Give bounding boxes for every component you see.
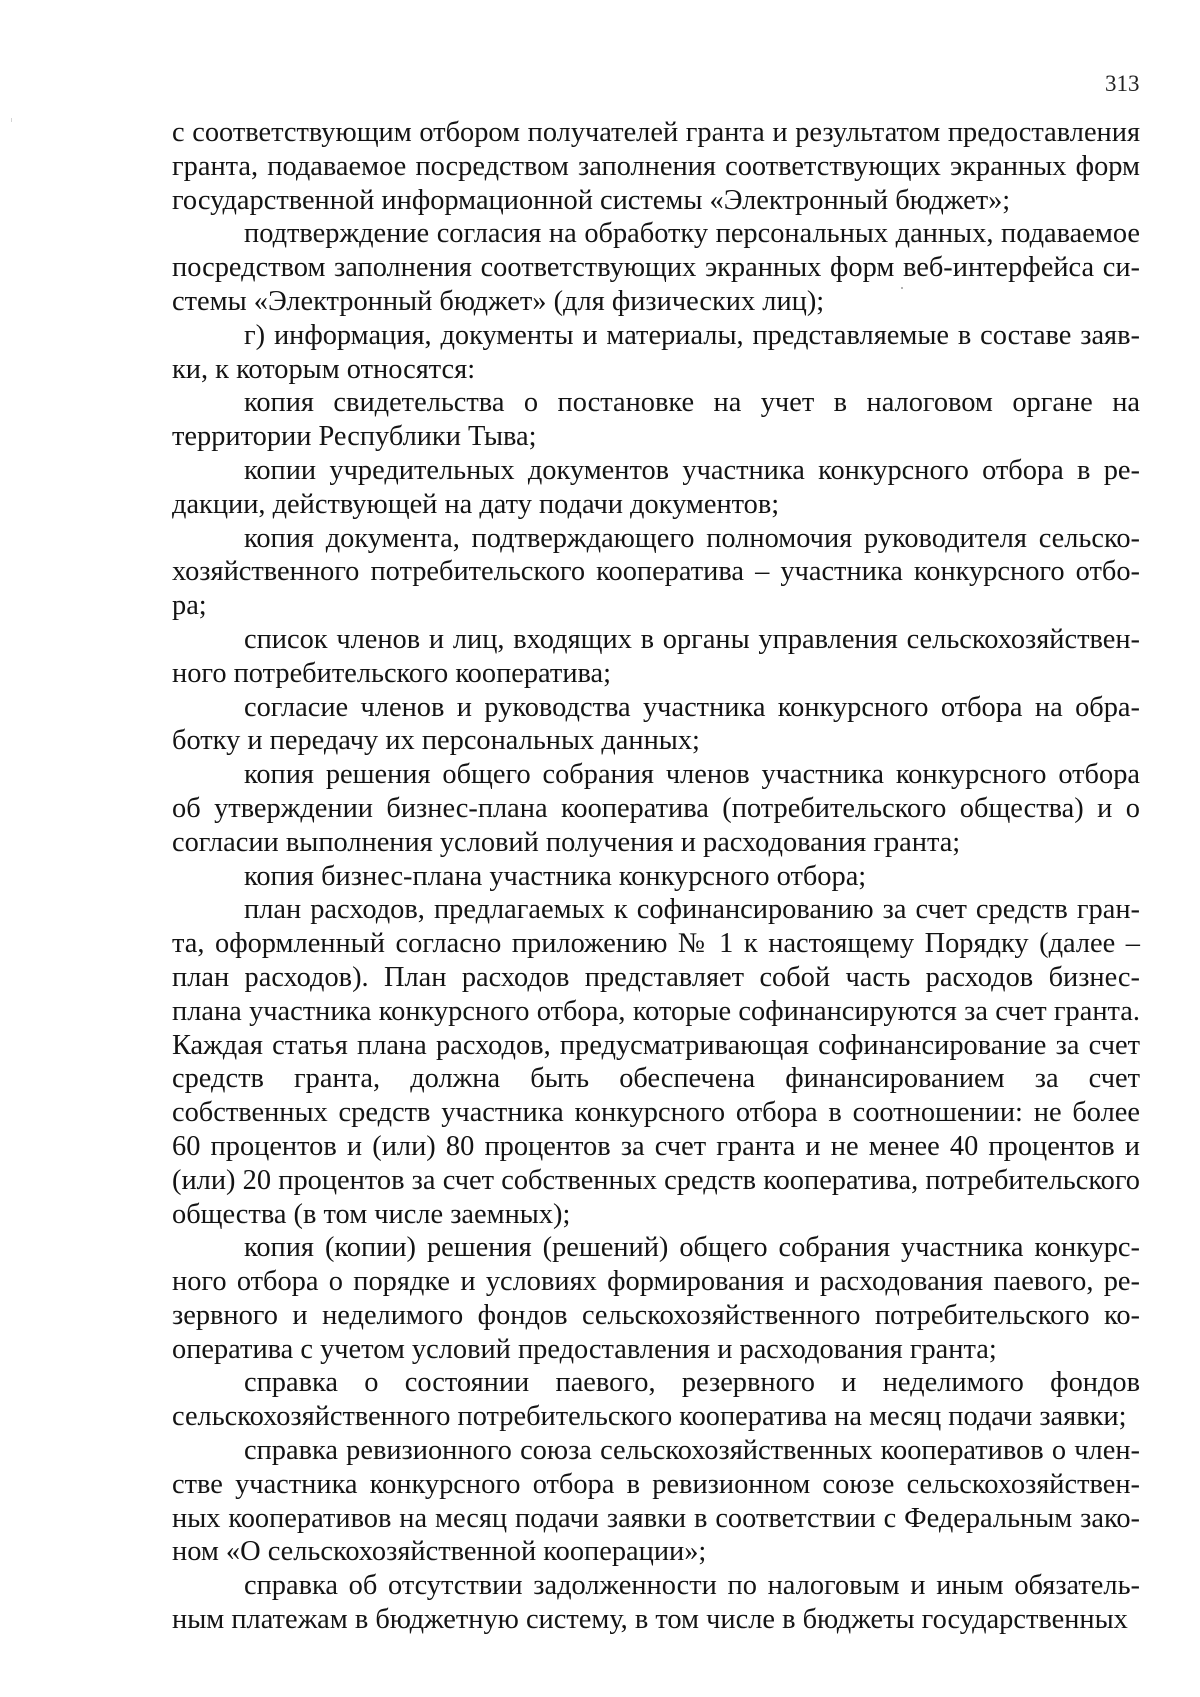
paragraph-1: с соответствующим отбором получателей гранта и результатом предоставления гранта, подаваемое посредством заполнения соответствующих экранных форм государственной информационной системы «Электронный бюджет»; bbox=[172, 117, 1140, 216]
paragraph-8: согласие членов и руководства участника конкурсного отбора на обработку и передачу их персональных данных; bbox=[172, 691, 1140, 757]
paragraph-13: справка о состоянии паевого, резервного и неделимого фондов сельскохозяйственного потребительского кооператива на месяц подачи заявки; bbox=[172, 1367, 1140, 1433]
document-body bbox=[172, 116, 1140, 1637]
scan-speck bbox=[901, 287, 903, 289]
paragraph-15: справка об отсутствии задолженности по налоговым и иным обязательным платежам в бюджетную систему, в том числе в бюджеты государственных bbox=[172, 1570, 1140, 1636]
paragraph-5: копии учредительных документов участника конкурсного отбора в редакции, действующей на дату подачи документов; bbox=[172, 454, 1140, 520]
paragraph-3: г) информация, документы и материалы, представляемые в составе заявки, к которым относятся: bbox=[172, 319, 1140, 385]
paragraph-4: копия свидетельства о постановке на учет в налоговом органе на территории Республики Тыва; bbox=[172, 387, 1140, 453]
paragraph-10: копия бизнес-плана участника конкурсного отбора; bbox=[244, 860, 867, 892]
paragraph-12: копия (копии) решения (решений) общего собрания участника конкурсного отбора о порядке и условиях формирования и расходования паевого, резервного и неделимого фондов сельскохозяйственного потребительского кооператива с учетом условий предоставления и расходования гранта; bbox=[172, 1232, 1140, 1365]
scan-speck bbox=[11, 118, 12, 122]
paragraph-9: копия решения общего собрания членов участника конкурсного отбора об утверждении бизнес-плана кооператива (потребительского общества) и о согласии выполнения условий получения и расходования гранта; bbox=[172, 759, 1140, 858]
paragraph-11: план расходов, предлагаемых к софинансированию за счет средств гранта, оформленный согласно приложению № 1 к настоящему Порядку (далее – план расходов). План расходов представляет собой часть расходов бизнес-плана участника конкурсного отбора, которые софинансируются за счет гранта. Каждая статья плана расходов, предусматривающая софинансирование за счет средств гранта, должна быть обеспечена финансированием за счет собственных средств участника конкурсного отбора в соотношении: не более 60 процентов и (или) 80 процентов за счет гранта и не менее 40 процентов и (или) 20 процентов за счет собственных средств кооператива, потребительского общества (в том числе заемных); bbox=[172, 894, 1140, 1230]
paragraph-7: список членов и лиц, входящих в органы управления сельскохозяйственного потребительского кооператива; bbox=[172, 623, 1140, 689]
page-number: 313 bbox=[1105, 71, 1140, 96]
paragraph-6: копия документа, подтверждающего полномочия руководителя сельскохозяйственного потребительского кооператива – участника конкурсного отбора; bbox=[172, 522, 1140, 622]
paragraph-2: подтверждение согласия на обработку персональных данных, подаваемое посредством заполнения соответствующих экранных форм веб-интерфейса системы «Электронный бюджет» (для физических лиц); bbox=[172, 218, 1140, 317]
paragraph-14: справка ревизионного союза сельскохозяйственных кооперативов о членстве участника конкурсного отбора в ревизионном союзе сельскохозяйственных кооперативов на месяц подачи заявки в соответствии с Федеральным законом «О сельскохозяйственной кооперации»; bbox=[172, 1435, 1140, 1568]
